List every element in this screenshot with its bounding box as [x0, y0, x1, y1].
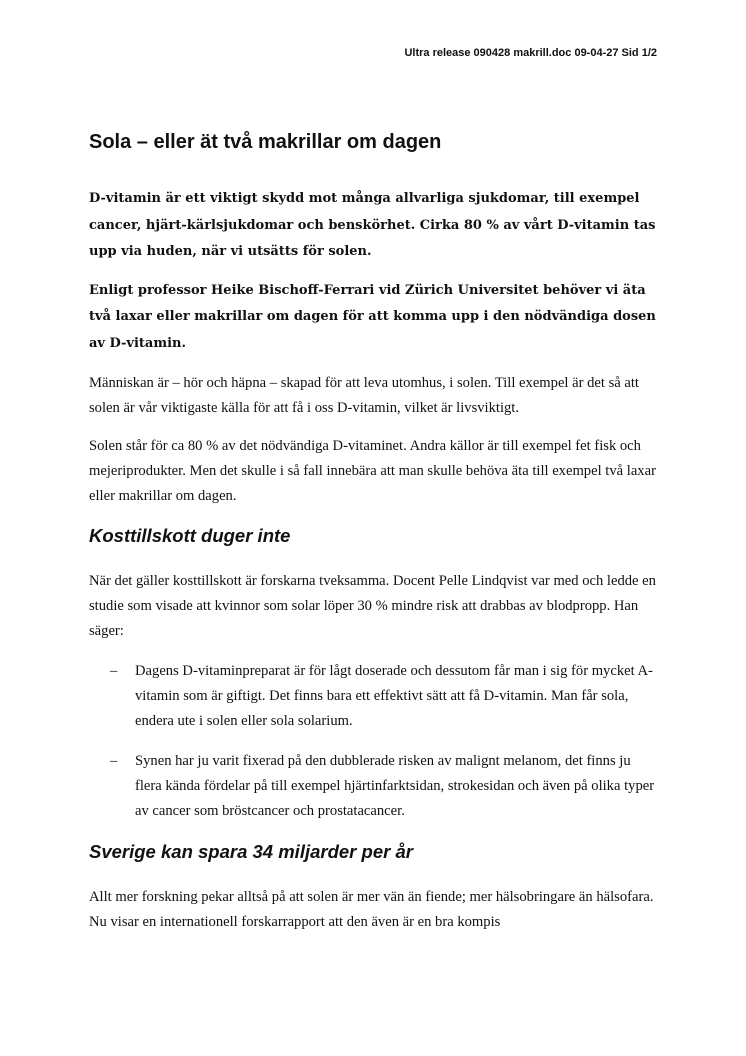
dash-marker: –	[110, 753, 118, 769]
section2-paragraph: Allt mer forskning pekar alltså på att solen är mer vän än fiende; mer hälsobringare än hälsofara. Nu visar en internationell forskarrapport att den även är en bra kompis	[89, 889, 654, 930]
dash-marker: –	[110, 663, 118, 679]
section-heading-kosttillskott: Kosttillskott duger inte	[89, 525, 291, 546]
lead-paragraph-1: D-vitamin är ett viktigt skydd mot många allvarliga sjukdomar, till exempel cancer, hjärt-kärlsjukdomar och benskörhet. Cirka 80 % av vårt D-vitamin tas upp via huden, när vi utsätts för solen.	[89, 191, 656, 259]
list-item	[89, 749, 661, 824]
list-item	[89, 659, 661, 734]
page-header: Ultra release 090428 makrill.doc 09-04-27 Sid 1/2	[404, 47, 657, 59]
lead-paragraph-2: Enligt professor Heike Bischoff-Ferrari vid Zürich Universitet behöver vi äta två laxar eller makrillar om dagen för att komma upp i den nödvändiga dosen av D-vitamin.	[89, 282, 656, 351]
section1-paragraph: När det gäller kosttillskott är forskarna tveksamma. Docent Pelle Lindqvist var med och ledde en studie som visade att kvinnor som solar löper 30 % mindre risk att drabbas av blodpropp. Han säger:	[89, 573, 656, 639]
intro-paragraph-1: Människan är – hör och häpna – skapad för att leva utomhus, i solen. Till exempel är det så att solen är vår viktigaste källa för att få i oss D-vitamin, vilket är livsviktigt.	[89, 375, 639, 416]
document-title: Sola – eller ät två makrillar om dagen	[89, 131, 442, 153]
list-item-text: Synen har ju varit fixerad på den dubblerade risken av malignt melanom, det finns ju flera kända fördelar på till exempel hjärtinfarktsidan, strokesidan och även på olika typer av cancer som bröstcancer och prostatacancer.	[135, 753, 655, 819]
quote-list	[89, 659, 661, 824]
section-heading-sverige: Sverige kan spara 34 miljarder per år	[89, 841, 413, 862]
list-item-text: Dagens D-vitaminpreparat är för lågt doserade och dessutom får man i sig för mycket A-vitamin som är giftigt. Det finns bara ett effektivt sätt att få D-vitamin. Man får sola, endera ute i solen eller sola solarium.	[135, 663, 653, 729]
intro-paragraph-2: Solen står för ca 80 % av det nödvändiga D-vitaminet. Andra källor är till exempel fet fisk och mejeriprodukter. Men det skulle i så fall innebära att man skulle behöva äta till exempel två laxar eller makrillar om dagen.	[89, 438, 656, 504]
document-body	[89, 128, 661, 948]
